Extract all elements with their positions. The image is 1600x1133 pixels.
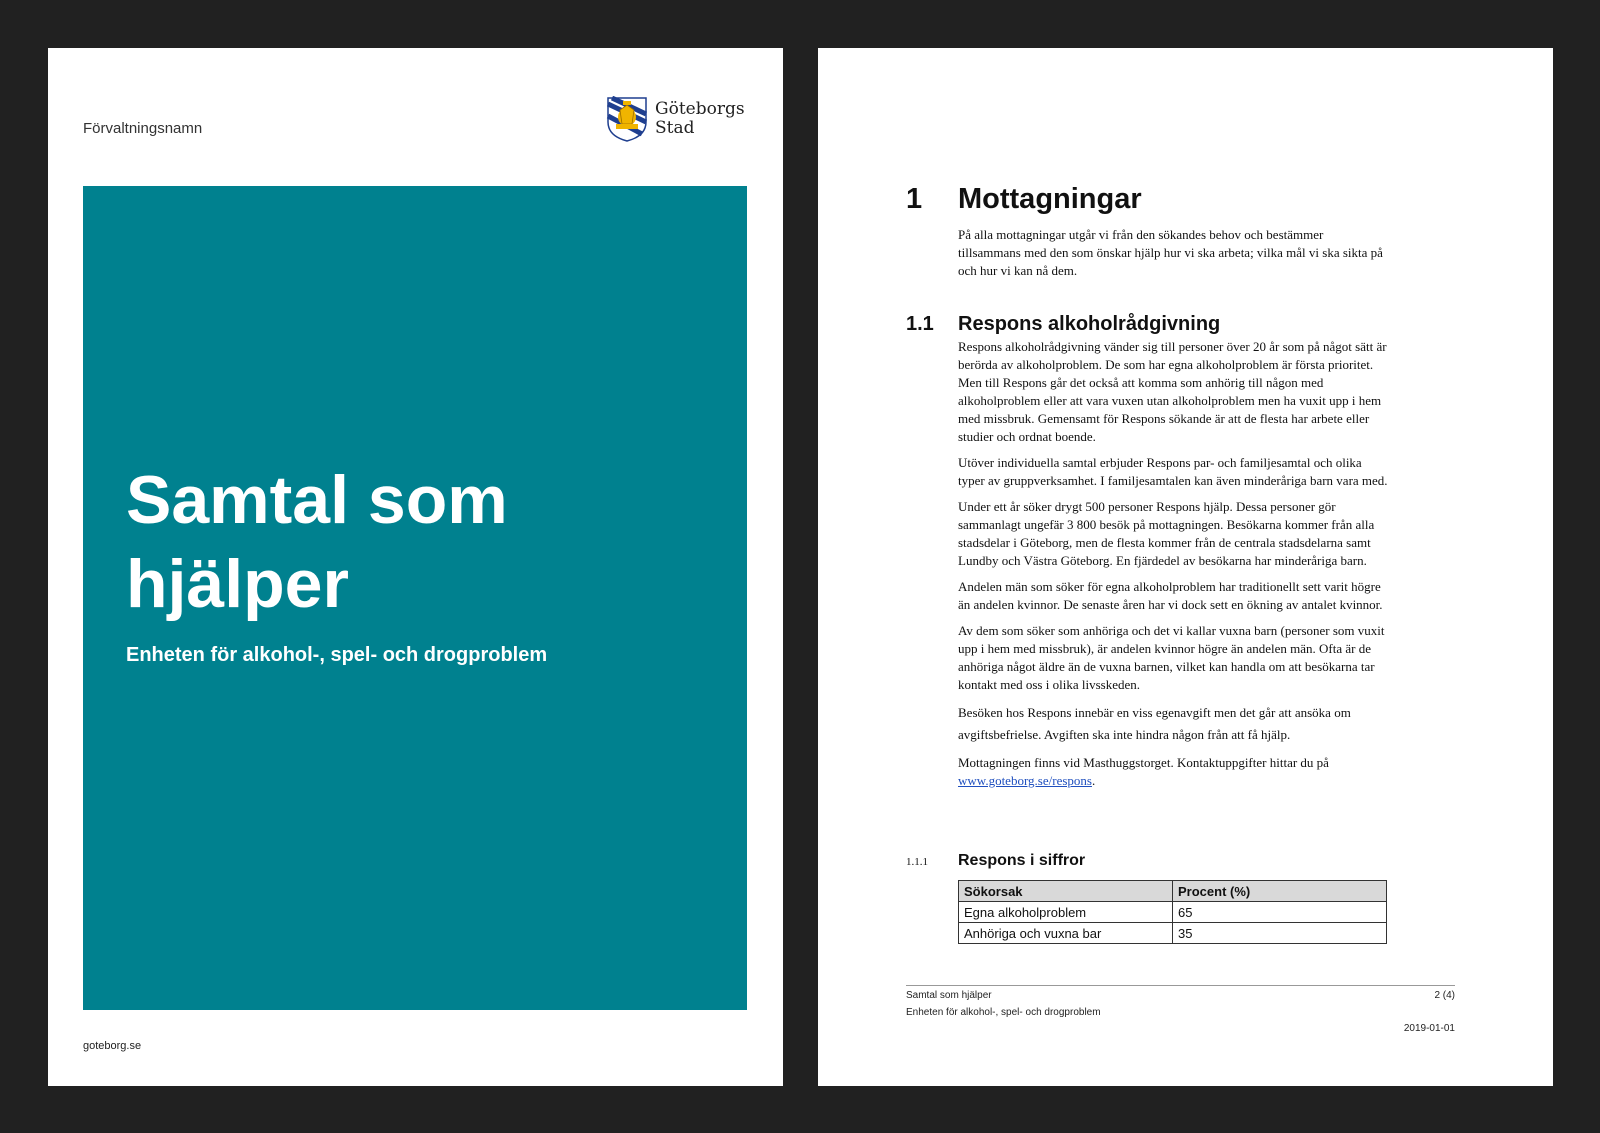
contact-text: Mottagningen finns vid Masthuggstorget. Kontaktuppgifter hittar du på bbox=[958, 755, 1329, 770]
intro-text: På alla mottagningar utgår vi från den sökandes behov och bestämmer tillsammans med den som önskar hjälp hur vi ska arbeta; vilka mål vi ska sikta på och hur vi kan nå dem. bbox=[958, 227, 1383, 278]
cover-subtitle: Enheten för alkohol-, spel- och drogproblem bbox=[126, 644, 548, 666]
heading-2-title: Respons alkoholrådgivning bbox=[958, 313, 1221, 335]
logo-line2: Stad bbox=[655, 118, 695, 138]
table-cell: Egna alkoholproblem bbox=[959, 902, 1173, 923]
content-page bbox=[818, 48, 1553, 1086]
paragraph: Besöken hos Respons innebär en viss egenavgift men det går att ansöka om avgiftsbefrielse. Avgiften ska inte hindra någon från att få hjälp. bbox=[958, 705, 1351, 742]
respons-section-body bbox=[958, 338, 1388, 798]
paragraph: Utöver individuella samtal erbjuder Respons par- och familjesamtal och olika typer av gruppverksamhet. I familjesamtalen kan även minderåriga barn vara med. bbox=[958, 455, 1388, 488]
heading-1 bbox=[906, 183, 1142, 216]
paragraph: Under ett år söker drygt 500 personer Respons hjälp. Dessa personer gör sammanlagt ungefär 3 800 besök på mottagningen. Besökarna kommer från alla stadsdelar i Göteborg, men de flesta kommer från de centrala stadsdelarna samt Lundby och Västra Göteborg. En fjärdedel av besökarna har minderåriga barn. bbox=[958, 499, 1375, 568]
table-cell: Anhöriga och vuxna bar bbox=[959, 923, 1173, 944]
table-header-cell: Procent (%) bbox=[1173, 881, 1387, 902]
heading-3 bbox=[906, 852, 1085, 870]
table-cell: 65 bbox=[1173, 902, 1387, 923]
heading-2-number: 1.1 bbox=[906, 313, 934, 335]
respons-link[interactable]: www.goteborg.se/respons bbox=[958, 773, 1092, 788]
org-name: Förvaltningsnamn bbox=[83, 120, 203, 137]
table-cell: 35 bbox=[1173, 923, 1387, 944]
paragraph: Respons alkoholrådgivning vänder sig till personer över 20 år som på något sätt är berörda av alkoholproblem. De som har egna alkoholproblem är första prioritet. Men till Respons går det också att komma som anhörig till någon med alkoholproblem eller att vara vuxen utan alkoholproblem men ha vuxit upp i hem med missbruk. Gemensamt för Respons sökande är att de flesta har arbete eller studier och ordnat boende. bbox=[958, 339, 1387, 444]
contact-paragraph bbox=[958, 754, 1388, 790]
heading-1-title: Mottagningar bbox=[958, 183, 1142, 215]
heading-3-number: 1.1.1 bbox=[906, 856, 928, 868]
cover-title: Samtal som hjälper bbox=[126, 462, 508, 622]
goteborgs-stad-logo bbox=[606, 96, 745, 142]
heading-1-number: 1 bbox=[906, 183, 923, 215]
footer-page-number: 2 (4) bbox=[1434, 990, 1455, 1001]
heading-3-title: Respons i siffror bbox=[958, 852, 1086, 869]
statistics-table bbox=[958, 880, 1387, 944]
table-row bbox=[959, 923, 1387, 944]
footer-subtitle: Enheten för alkohol-, spel- och drogproblem bbox=[906, 1007, 1101, 1018]
contact-end: . bbox=[1091, 773, 1096, 788]
table-header-row bbox=[959, 881, 1387, 902]
heading-2 bbox=[906, 313, 1220, 336]
footer-divider bbox=[906, 985, 1455, 986]
cover-panel bbox=[83, 186, 747, 1010]
paragraph: Av dem som söker som anhöriga och det vi kallar vuxna barn (personer som vuxit upp i hem med missbruk), är andelen kvinnor högre än andelen män. Ofta är de anhöriga något äldre än de vuxna barnen, vilket kan handla om att besökarna tar kontakt med oss i olika livsskeden. bbox=[958, 623, 1385, 692]
footer-title: Samtal som hjälper bbox=[906, 990, 992, 1001]
city-crest-icon bbox=[606, 96, 648, 142]
logo-line1: Göteborgs bbox=[655, 99, 745, 119]
cover-page bbox=[48, 48, 783, 1086]
intro-paragraph bbox=[958, 226, 1388, 280]
footer-date: 2019-01-01 bbox=[1403, 1023, 1455, 1034]
table-row bbox=[959, 902, 1387, 923]
paragraph: Andelen män som söker för egna alkoholproblem har traditionellt sett varit högre än andelen kvinnor. De senaste åren har vi dock sett en ökning av antalet kvinnor. bbox=[958, 579, 1383, 612]
table-header-cell: Sökorsak bbox=[959, 881, 1173, 902]
cover-footer: goteborg.se bbox=[83, 1040, 142, 1052]
